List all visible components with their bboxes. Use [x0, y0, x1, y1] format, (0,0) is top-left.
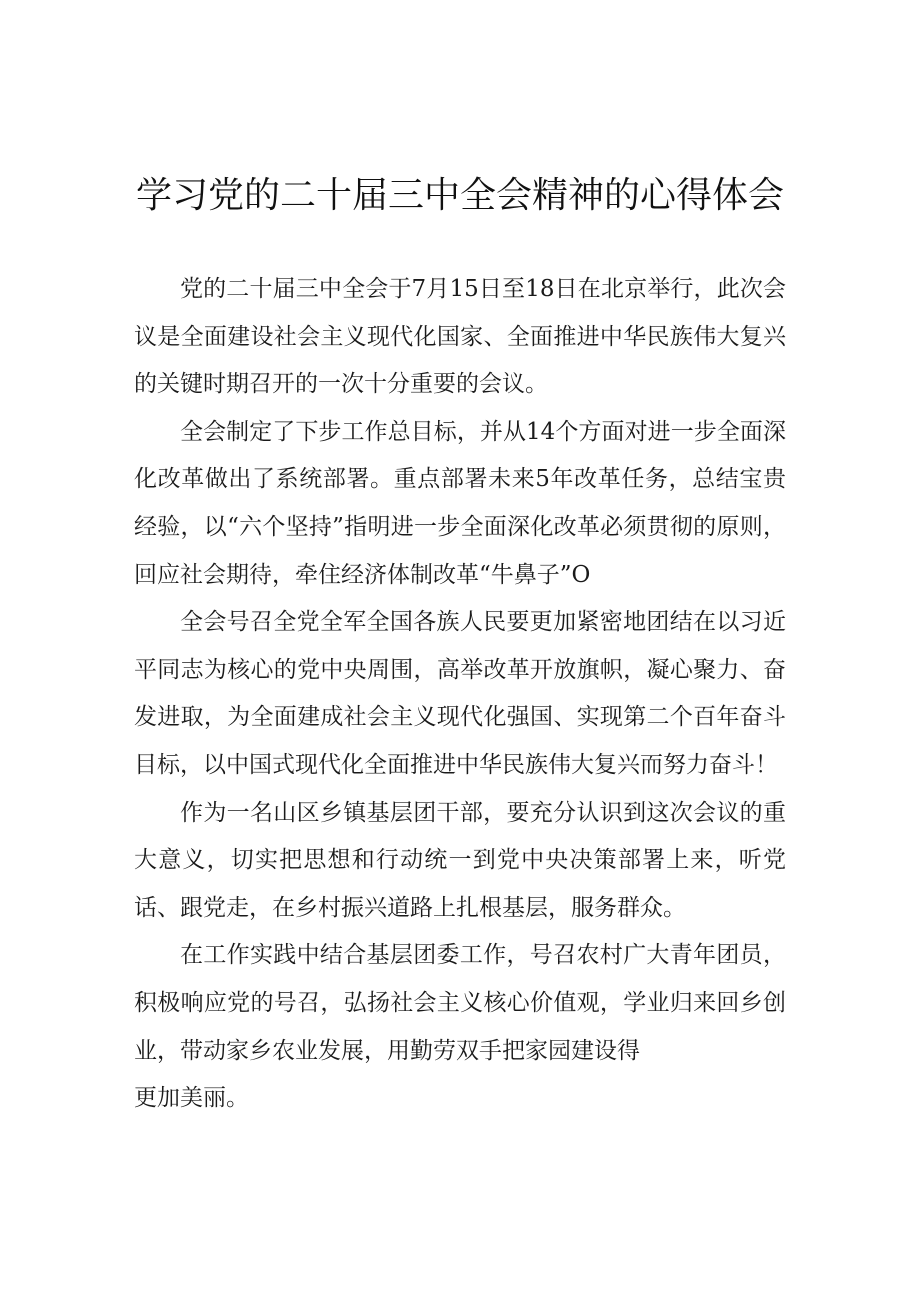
paragraph-2: 全会制定了下步工作总目标，并从14个方面对进一步全面深化改革做出了系统部署。重点部署未来5年改革任务，总结宝贵经验，以“六个坚持”指明进一步全面深化改革必须贯彻的原则，回应社会期待，牵住经济体制改革“牛鼻子”O — [134, 418, 786, 588]
document-title: 学习党的二十届三中全会精神的心得体会 — [135, 175, 784, 216]
paragraph-4: 作为一名山区乡镇基层团干部，要充分认识到这次会议的重大意义，切实把思想和行动统一到党中央决策部署上来，听党话、跟党走，在乡村振兴道路上扎根基层，服务群众。 — [134, 799, 786, 921]
document-body — [134, 266, 786, 1123]
paragraph-3: 全会号召全党全军全国各族人民要更加紧密地团结在以习近平同志为核心的党中央周围，高举改革开放旗帜，凝心聚力、奋发进取，为全面建成社会主义现代化强国、实现第二个百年奋斗目标，以中国式现代化全面推进中华民族伟大复兴而努力奋斗！ — [134, 609, 786, 778]
paragraph-1: 党的二十届三中全会于7月15日至18日在北京举行，此次会议是全面建设社会主义现代化国家、全面推进中华民族伟大复兴的关键时期召开的一次十分重要的会议。 — [134, 276, 786, 398]
paragraph-5: 在工作实践中结合基层团委工作，号召农村广大青年团员，积极响应党的号召，弘扬社会主义核心价值观，学业归来回乡创业，带动家乡农业发展，用勤劳双手把家园建设得 — [134, 942, 786, 1064]
paragraph-5-tail: 更加美丽。 — [134, 1085, 249, 1112]
